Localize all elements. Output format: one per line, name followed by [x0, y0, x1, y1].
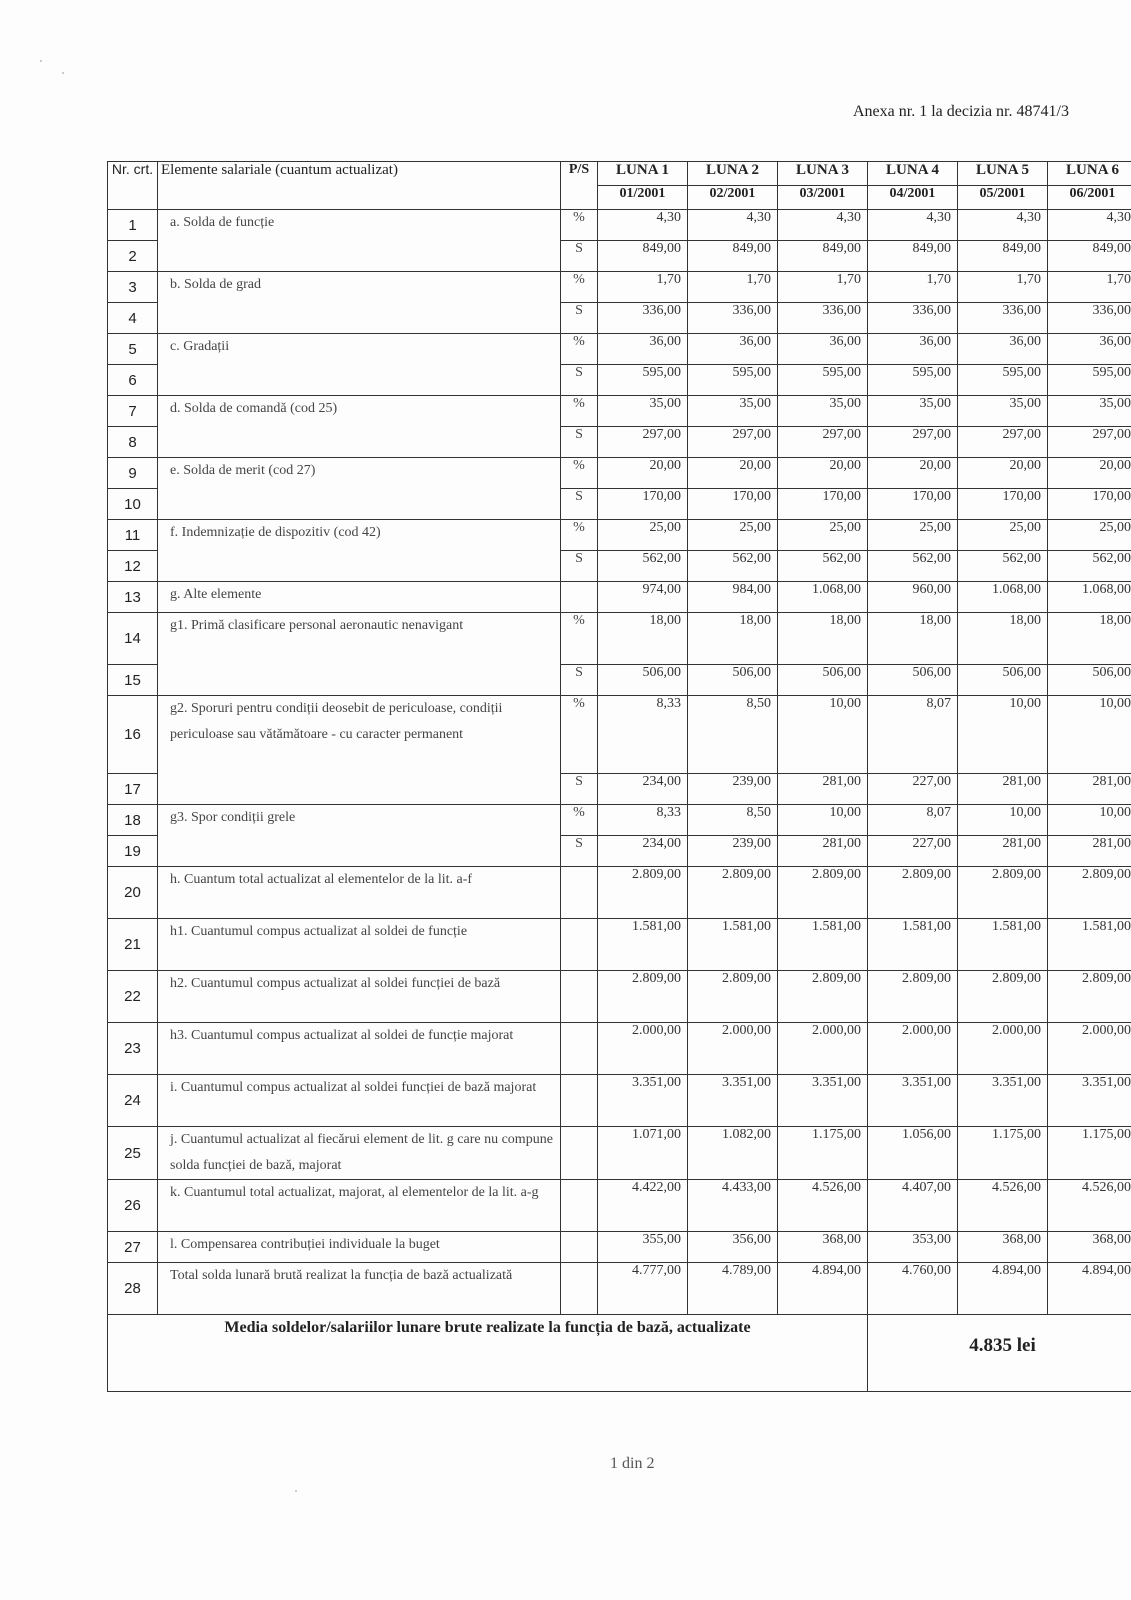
value-cell: 2.000,00 — [868, 1023, 958, 1075]
value-cell: 1,70 — [688, 272, 778, 303]
row-number: 20 — [108, 867, 158, 919]
value-cell: 4.760,00 — [868, 1263, 958, 1315]
value-cell: 2.809,00 — [1048, 867, 1131, 919]
value-cell: 18,00 — [1048, 613, 1131, 665]
element-label: a. Solda de funcție — [158, 210, 561, 272]
table-row — [108, 805, 1131, 836]
value-cell: 35,00 — [778, 396, 868, 427]
value-cell: 4,30 — [688, 210, 778, 241]
table-row — [108, 396, 1131, 427]
value-cell: 25,00 — [958, 520, 1048, 551]
value-cell: 1.581,00 — [778, 919, 868, 971]
element-label: c. Gradații — [158, 334, 561, 396]
value-cell: 20,00 — [1048, 458, 1131, 489]
value-cell: 353,00 — [868, 1232, 958, 1263]
element-label: h. Cuantum total actualizat al elementelor de la lit. a-f — [158, 867, 561, 919]
value-cell: 170,00 — [688, 489, 778, 520]
row-number: 1 — [108, 210, 158, 241]
value-cell: 10,00 — [958, 696, 1048, 774]
value-cell: 10,00 — [1048, 805, 1131, 836]
value-cell: 4.894,00 — [778, 1263, 868, 1315]
value-cell: 281,00 — [778, 774, 868, 805]
value-cell: 297,00 — [868, 427, 958, 458]
value-cell: 3.351,00 — [958, 1075, 1048, 1127]
row-number: 14 — [108, 613, 158, 665]
average-row — [108, 1315, 1131, 1392]
row-number: 15 — [108, 665, 158, 696]
value-cell: 36,00 — [958, 334, 1048, 365]
value-cell: 4.433,00 — [688, 1180, 778, 1232]
value-cell: 2.809,00 — [778, 867, 868, 919]
row-number: 22 — [108, 971, 158, 1023]
value-cell: 1,70 — [598, 272, 688, 303]
value-cell: 506,00 — [958, 665, 1048, 696]
value-cell: 1.082,00 — [688, 1127, 778, 1180]
value-cell: 281,00 — [1048, 774, 1131, 805]
col-header-period: 01/2001 — [598, 186, 688, 210]
value-cell: 4,30 — [958, 210, 1048, 241]
value-cell: 1.581,00 — [868, 919, 958, 971]
row-number: 13 — [108, 582, 158, 613]
value-cell: 4.894,00 — [1048, 1263, 1131, 1315]
row-number: 21 — [108, 919, 158, 971]
ps-cell: S — [561, 427, 598, 458]
ps-cell — [561, 919, 598, 971]
value-cell: 2.000,00 — [598, 1023, 688, 1075]
value-cell: 849,00 — [868, 241, 958, 272]
value-cell: 3.351,00 — [1048, 1075, 1131, 1127]
table-row — [108, 458, 1131, 489]
value-cell: 281,00 — [958, 774, 1048, 805]
table-row — [108, 520, 1131, 551]
value-cell: 2.809,00 — [958, 867, 1048, 919]
value-cell: 4.526,00 — [1048, 1180, 1131, 1232]
table-row — [108, 1075, 1131, 1127]
ps-cell: % — [561, 805, 598, 836]
value-cell: 36,00 — [778, 334, 868, 365]
table-row — [108, 613, 1131, 665]
value-cell: 25,00 — [868, 520, 958, 551]
value-cell: 239,00 — [688, 836, 778, 867]
value-cell: 20,00 — [868, 458, 958, 489]
value-cell: 20,00 — [778, 458, 868, 489]
col-header-month: LUNA 5 — [958, 162, 1048, 186]
element-label: k. Cuantumul total actualizat, majorat, al elementelor de la lit. a-g — [158, 1180, 561, 1232]
value-cell: 8,33 — [598, 805, 688, 836]
value-cell: 4.789,00 — [688, 1263, 778, 1315]
value-cell: 562,00 — [958, 551, 1048, 582]
row-number: 19 — [108, 836, 158, 867]
ps-cell: % — [561, 520, 598, 551]
value-cell: 2.809,00 — [598, 867, 688, 919]
value-cell: 2.000,00 — [778, 1023, 868, 1075]
row-number: 3 — [108, 272, 158, 303]
value-cell: 281,00 — [778, 836, 868, 867]
element-label: d. Solda de comandă (cod 25) — [158, 396, 561, 458]
value-cell: 1.175,00 — [958, 1127, 1048, 1180]
value-cell: 35,00 — [1048, 396, 1131, 427]
value-cell: 849,00 — [1048, 241, 1131, 272]
value-cell: 562,00 — [598, 551, 688, 582]
value-cell: 36,00 — [1048, 334, 1131, 365]
scan-speck — [62, 72, 64, 74]
value-cell: 10,00 — [958, 805, 1048, 836]
value-cell: 4.422,00 — [598, 1180, 688, 1232]
value-cell: 20,00 — [958, 458, 1048, 489]
value-cell: 1.175,00 — [778, 1127, 868, 1180]
ps-cell: % — [561, 396, 598, 427]
value-cell: 336,00 — [778, 303, 868, 334]
value-cell: 36,00 — [688, 334, 778, 365]
ps-cell: S — [561, 774, 598, 805]
value-cell: 234,00 — [598, 836, 688, 867]
value-cell: 25,00 — [688, 520, 778, 551]
col-header-month: LUNA 1 — [598, 162, 688, 186]
value-cell: 297,00 — [598, 427, 688, 458]
value-cell: 18,00 — [868, 613, 958, 665]
table-row — [108, 582, 1131, 613]
value-cell: 35,00 — [598, 396, 688, 427]
value-cell: 18,00 — [598, 613, 688, 665]
value-cell: 506,00 — [868, 665, 958, 696]
value-cell: 974,00 — [598, 582, 688, 613]
value-cell: 8,07 — [868, 696, 958, 774]
ps-cell — [561, 1127, 598, 1180]
value-cell: 2.000,00 — [1048, 1023, 1131, 1075]
row-number: 4 — [108, 303, 158, 334]
table-row — [108, 1232, 1131, 1263]
value-cell: 4,30 — [1048, 210, 1131, 241]
element-label: h1. Cuantumul compus actualizat al soldei de funcție — [158, 919, 561, 971]
value-cell: 297,00 — [1048, 427, 1131, 458]
table-row — [108, 1180, 1131, 1232]
value-cell: 36,00 — [868, 334, 958, 365]
value-cell: 25,00 — [778, 520, 868, 551]
value-cell: 35,00 — [868, 396, 958, 427]
table-row — [108, 334, 1131, 365]
value-cell: 984,00 — [688, 582, 778, 613]
value-cell: 3.351,00 — [778, 1075, 868, 1127]
value-cell: 2.809,00 — [598, 971, 688, 1023]
page-number: 1 din 2 — [610, 1455, 655, 1472]
value-cell: 595,00 — [958, 365, 1048, 396]
col-header-month: LUNA 3 — [778, 162, 868, 186]
row-number: 23 — [108, 1023, 158, 1075]
value-cell: 2.809,00 — [688, 971, 778, 1023]
ps-cell: % — [561, 210, 598, 241]
table-row — [108, 1263, 1131, 1315]
value-cell: 4.407,00 — [868, 1180, 958, 1232]
element-label: f. Indemnizație de dispozitiv (cod 42) — [158, 520, 561, 582]
table-row — [108, 919, 1131, 971]
ps-cell — [561, 1263, 598, 1315]
ps-cell — [561, 1075, 598, 1127]
element-label: g. Alte elemente — [158, 582, 561, 613]
row-number: 18 — [108, 805, 158, 836]
ps-cell: % — [561, 334, 598, 365]
value-cell: 18,00 — [958, 613, 1048, 665]
element-label: g2. Sporuri pentru condiții deosebit de periculoase, condiții periculoase sau vătămătoare - cu caracter permanent — [158, 696, 561, 805]
element-label: g1. Primă clasificare personal aeronautic nenavigant — [158, 613, 561, 696]
value-cell: 297,00 — [778, 427, 868, 458]
value-cell: 1,70 — [958, 272, 1048, 303]
value-cell: 281,00 — [1048, 836, 1131, 867]
value-cell: 1,70 — [1048, 272, 1131, 303]
col-header-period: 04/2001 — [868, 186, 958, 210]
ps-cell: S — [561, 303, 598, 334]
value-cell: 1.581,00 — [598, 919, 688, 971]
value-cell: 1,70 — [868, 272, 958, 303]
col-header-period: 06/2001 — [1048, 186, 1131, 210]
value-cell: 35,00 — [688, 396, 778, 427]
value-cell: 18,00 — [688, 613, 778, 665]
value-cell: 1,70 — [778, 272, 868, 303]
value-cell: 960,00 — [868, 582, 958, 613]
value-cell: 4.526,00 — [778, 1180, 868, 1232]
col-header-ps: P/S — [561, 162, 598, 210]
value-cell: 368,00 — [1048, 1232, 1131, 1263]
table-row — [108, 272, 1131, 303]
value-cell: 4,30 — [778, 210, 868, 241]
value-cell: 170,00 — [598, 489, 688, 520]
value-cell: 595,00 — [868, 365, 958, 396]
value-cell: 336,00 — [688, 303, 778, 334]
col-header-month: LUNA 4 — [868, 162, 958, 186]
value-cell: 3.351,00 — [688, 1075, 778, 1127]
ps-cell: S — [561, 665, 598, 696]
col-header-period: 03/2001 — [778, 186, 868, 210]
col-header-month: LUNA 6 — [1048, 162, 1131, 186]
row-number: 16 — [108, 696, 158, 774]
value-cell: 1.056,00 — [868, 1127, 958, 1180]
value-cell: 25,00 — [1048, 520, 1131, 551]
value-cell: 356,00 — [688, 1232, 778, 1263]
row-number: 17 — [108, 774, 158, 805]
row-number: 25 — [108, 1127, 158, 1180]
col-header-elements: Elemente salariale (cuantum actualizat) — [158, 162, 561, 210]
value-cell: 1.071,00 — [598, 1127, 688, 1180]
value-cell: 506,00 — [598, 665, 688, 696]
value-cell: 562,00 — [778, 551, 868, 582]
element-label: b. Solda de grad — [158, 272, 561, 334]
value-cell: 234,00 — [598, 774, 688, 805]
ps-cell — [561, 1232, 598, 1263]
value-cell: 355,00 — [598, 1232, 688, 1263]
value-cell: 1.581,00 — [958, 919, 1048, 971]
value-cell: 849,00 — [598, 241, 688, 272]
ps-cell: S — [561, 365, 598, 396]
scan-speck — [40, 60, 42, 62]
value-cell: 239,00 — [688, 774, 778, 805]
value-cell: 4.526,00 — [958, 1180, 1048, 1232]
value-cell: 595,00 — [778, 365, 868, 396]
row-number: 9 — [108, 458, 158, 489]
salary-table — [107, 161, 1131, 1392]
value-cell: 297,00 — [958, 427, 1048, 458]
value-cell: 8,50 — [688, 696, 778, 774]
row-number: 8 — [108, 427, 158, 458]
value-cell: 20,00 — [688, 458, 778, 489]
ps-cell: S — [561, 489, 598, 520]
value-cell: 2.809,00 — [958, 971, 1048, 1023]
value-cell: 1.175,00 — [1048, 1127, 1131, 1180]
value-cell: 595,00 — [688, 365, 778, 396]
value-cell: 336,00 — [598, 303, 688, 334]
value-cell: 3.351,00 — [598, 1075, 688, 1127]
element-label: h2. Cuantumul compus actualizat al soldei funcției de bază — [158, 971, 561, 1023]
value-cell: 10,00 — [778, 696, 868, 774]
value-cell: 170,00 — [778, 489, 868, 520]
value-cell: 20,00 — [598, 458, 688, 489]
row-number: 11 — [108, 520, 158, 551]
ps-cell — [561, 1023, 598, 1075]
value-cell: 4.777,00 — [598, 1263, 688, 1315]
value-cell: 35,00 — [958, 396, 1048, 427]
value-cell: 1.581,00 — [1048, 919, 1131, 971]
value-cell: 8,33 — [598, 696, 688, 774]
ps-cell: % — [561, 458, 598, 489]
value-cell: 2.000,00 — [688, 1023, 778, 1075]
value-cell: 8,50 — [688, 805, 778, 836]
value-cell: 595,00 — [1048, 365, 1131, 396]
table-row — [108, 696, 1131, 774]
element-label: Total solda lunară brută realizat la funcția de bază actualizată — [158, 1263, 561, 1315]
element-label: g3. Spor condiții grele — [158, 805, 561, 867]
value-cell: 849,00 — [958, 241, 1048, 272]
ps-cell: S — [561, 241, 598, 272]
ps-cell: % — [561, 272, 598, 303]
table-row — [108, 1127, 1131, 1180]
value-cell: 849,00 — [778, 241, 868, 272]
value-cell: 25,00 — [598, 520, 688, 551]
row-number: 2 — [108, 241, 158, 272]
ps-cell: % — [561, 613, 598, 665]
value-cell: 1.068,00 — [1048, 582, 1131, 613]
element-label: e. Solda de merit (cod 27) — [158, 458, 561, 520]
table-row — [108, 1023, 1131, 1075]
value-cell: 36,00 — [598, 334, 688, 365]
ps-cell — [561, 971, 598, 1023]
table-row — [108, 867, 1131, 919]
element-label: i. Cuantumul compus actualizat al soldei funcției de bază majorat — [158, 1075, 561, 1127]
value-cell: 336,00 — [958, 303, 1048, 334]
value-cell: 10,00 — [778, 805, 868, 836]
row-number: 24 — [108, 1075, 158, 1127]
col-header-period: 02/2001 — [688, 186, 778, 210]
table-row — [108, 210, 1131, 241]
value-cell: 506,00 — [688, 665, 778, 696]
value-cell: 506,00 — [1048, 665, 1131, 696]
value-cell: 2.809,00 — [688, 867, 778, 919]
value-cell: 227,00 — [868, 774, 958, 805]
ps-cell: % — [561, 696, 598, 774]
value-cell: 4,30 — [598, 210, 688, 241]
ps-cell — [561, 1180, 598, 1232]
col-header-period: 05/2001 — [958, 186, 1048, 210]
value-cell: 368,00 — [778, 1232, 868, 1263]
row-number: 26 — [108, 1180, 158, 1232]
value-cell: 1.068,00 — [958, 582, 1048, 613]
element-label: h3. Cuantumul compus actualizat al soldei de funcție majorat — [158, 1023, 561, 1075]
annex-title: Anexa nr. 1 la decizia nr. 48741/3 — [853, 103, 1069, 120]
row-number: 7 — [108, 396, 158, 427]
value-cell: 849,00 — [688, 241, 778, 272]
row-number: 28 — [108, 1263, 158, 1315]
value-cell: 562,00 — [688, 551, 778, 582]
value-cell: 2.809,00 — [778, 971, 868, 1023]
value-cell: 2.809,00 — [1048, 971, 1131, 1023]
value-cell: 368,00 — [958, 1232, 1048, 1263]
ps-cell — [561, 582, 598, 613]
ps-cell: S — [561, 836, 598, 867]
ps-cell — [561, 867, 598, 919]
value-cell: 336,00 — [1048, 303, 1131, 334]
element-label: j. Cuantumul actualizat al fiecărui element de lit. g care nu compune solda funcției de bază, majorat — [158, 1127, 561, 1180]
value-cell: 10,00 — [1048, 696, 1131, 774]
value-cell: 2.809,00 — [868, 971, 958, 1023]
value-cell: 3.351,00 — [868, 1075, 958, 1127]
table-row — [108, 971, 1131, 1023]
value-cell: 297,00 — [688, 427, 778, 458]
value-cell: 2.809,00 — [868, 867, 958, 919]
value-cell: 227,00 — [868, 836, 958, 867]
scan-speck — [295, 1490, 297, 1492]
col-header-month: LUNA 2 — [688, 162, 778, 186]
value-cell: 506,00 — [778, 665, 868, 696]
value-cell: 595,00 — [598, 365, 688, 396]
row-number: 10 — [108, 489, 158, 520]
value-cell: 1.581,00 — [688, 919, 778, 971]
average-value: 4.835 lei — [868, 1315, 1131, 1392]
element-label: l. Compensarea contribuției individuale la buget — [158, 1232, 561, 1263]
row-number: 6 — [108, 365, 158, 396]
value-cell: 170,00 — [1048, 489, 1131, 520]
value-cell: 562,00 — [868, 551, 958, 582]
ps-cell: S — [561, 551, 598, 582]
value-cell: 1.068,00 — [778, 582, 868, 613]
value-cell: 336,00 — [868, 303, 958, 334]
value-cell: 8,07 — [868, 805, 958, 836]
col-header-nr: Nr. crt. — [108, 162, 158, 210]
value-cell: 562,00 — [1048, 551, 1131, 582]
row-number: 5 — [108, 334, 158, 365]
average-label: Media soldelor/salariilor lunare brute realizate la funcția de bază, actualizate — [108, 1315, 868, 1392]
row-number: 12 — [108, 551, 158, 582]
value-cell: 2.000,00 — [958, 1023, 1048, 1075]
value-cell: 4.894,00 — [958, 1263, 1048, 1315]
value-cell: 281,00 — [958, 836, 1048, 867]
value-cell: 170,00 — [868, 489, 958, 520]
value-cell: 170,00 — [958, 489, 1048, 520]
value-cell: 4,30 — [868, 210, 958, 241]
row-number: 27 — [108, 1232, 158, 1263]
value-cell: 18,00 — [778, 613, 868, 665]
